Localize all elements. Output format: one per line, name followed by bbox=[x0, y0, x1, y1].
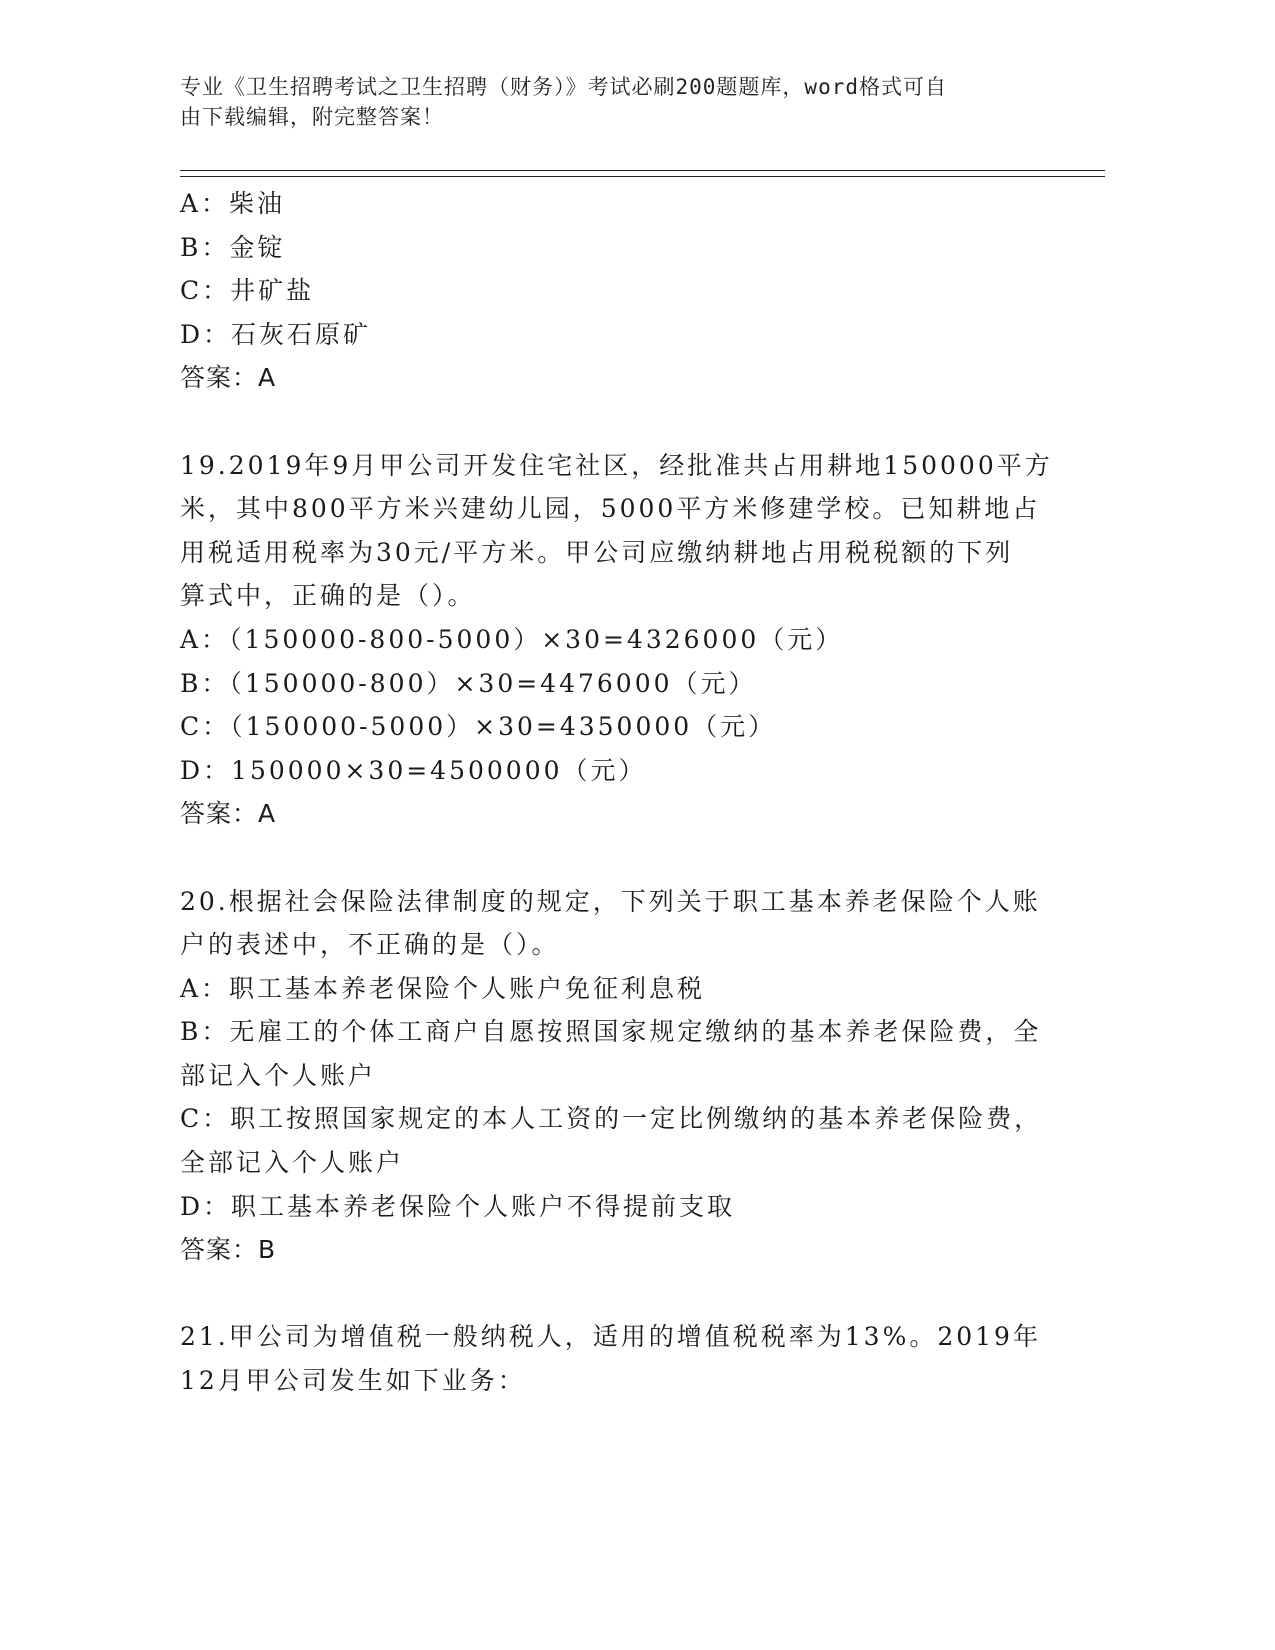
answer-line: 答案：A bbox=[180, 363, 277, 393]
answer-line: 答案：A bbox=[180, 799, 277, 829]
option-c-continued: 全部记入个人账户 bbox=[180, 1148, 405, 1178]
option-c: C：井矿盐 bbox=[180, 276, 315, 306]
question-text-line: 算式中，正确的是（）。 bbox=[180, 581, 476, 611]
option-d: D：150000×30=4500000（元） bbox=[180, 755, 647, 785]
answer-line: 答案：B bbox=[180, 1235, 277, 1265]
prev-question-block bbox=[180, 182, 1040, 400]
option-d: D：职工基本养老保险个人账户不得提前支取 bbox=[180, 1191, 736, 1221]
question-text-line: 20.根据社会保险法律制度的规定，下列关于职工基本养老保险个人账 bbox=[180, 886, 1041, 916]
option-d: D：石灰石原矿 bbox=[180, 319, 372, 349]
question-text-line: 12月甲公司发生如下业务： bbox=[180, 1366, 526, 1396]
option-a: A：柴油 bbox=[180, 189, 286, 218]
option-a: A：（150000-800-5000）×30=4326000（元） bbox=[180, 624, 844, 654]
question-text-line: 用税适用税率为30元/平方米。甲公司应缴纳耕地占用税税额的下列 bbox=[180, 537, 1014, 567]
question-text-line: 21.甲公司为增值税一般纳税人，适用的增值税税率为13%。2019年 bbox=[180, 1322, 1041, 1352]
document-header bbox=[180, 72, 1040, 132]
header-double-rule bbox=[180, 170, 1105, 177]
question-20-block bbox=[180, 880, 1043, 1272]
option-b-continued: 部记入个人账户 bbox=[180, 1060, 377, 1090]
option-b: B：无雇工的个体工商户自愿按照国家规定缴纳的基本养老保险费，全 bbox=[180, 1017, 1042, 1047]
spacer bbox=[180, 1272, 1040, 1316]
question-text-line: 米，其中800平方米兴建幼儿园，5000平方米修建学校。已知耕地占 bbox=[180, 494, 1041, 524]
header-line-2: 由下载编辑，附完整答案！ bbox=[180, 105, 444, 129]
question-text-line: 户的表述中，不正确的是（）。 bbox=[180, 930, 560, 960]
option-b: B：（150000-800）×30=4476000（元） bbox=[180, 668, 757, 698]
spacer bbox=[180, 400, 1040, 444]
option-a: A：职工基本养老保险个人账户免征利息税 bbox=[180, 973, 706, 1003]
header-line-1: 专业《卫生招聘考试之卫生招聘（财务）》考试必刷200题题库，word格式可自 bbox=[180, 75, 947, 99]
spacer bbox=[180, 836, 1040, 880]
question-19-block bbox=[180, 444, 1053, 836]
option-c: C：（150000-5000）×30=4350000（元） bbox=[180, 712, 777, 742]
option-c: C：职工按照国家规定的本人工资的一定比例缴纳的基本养老保险费， bbox=[180, 1104, 1043, 1134]
question-text-line: 19.2019年9月甲公司开发住宅社区，经批准共占用耕地150000平方 bbox=[180, 450, 1053, 480]
question-21-block bbox=[180, 1315, 1040, 1402]
option-b: B：金锭 bbox=[180, 232, 286, 262]
document-body bbox=[180, 182, 1053, 1403]
